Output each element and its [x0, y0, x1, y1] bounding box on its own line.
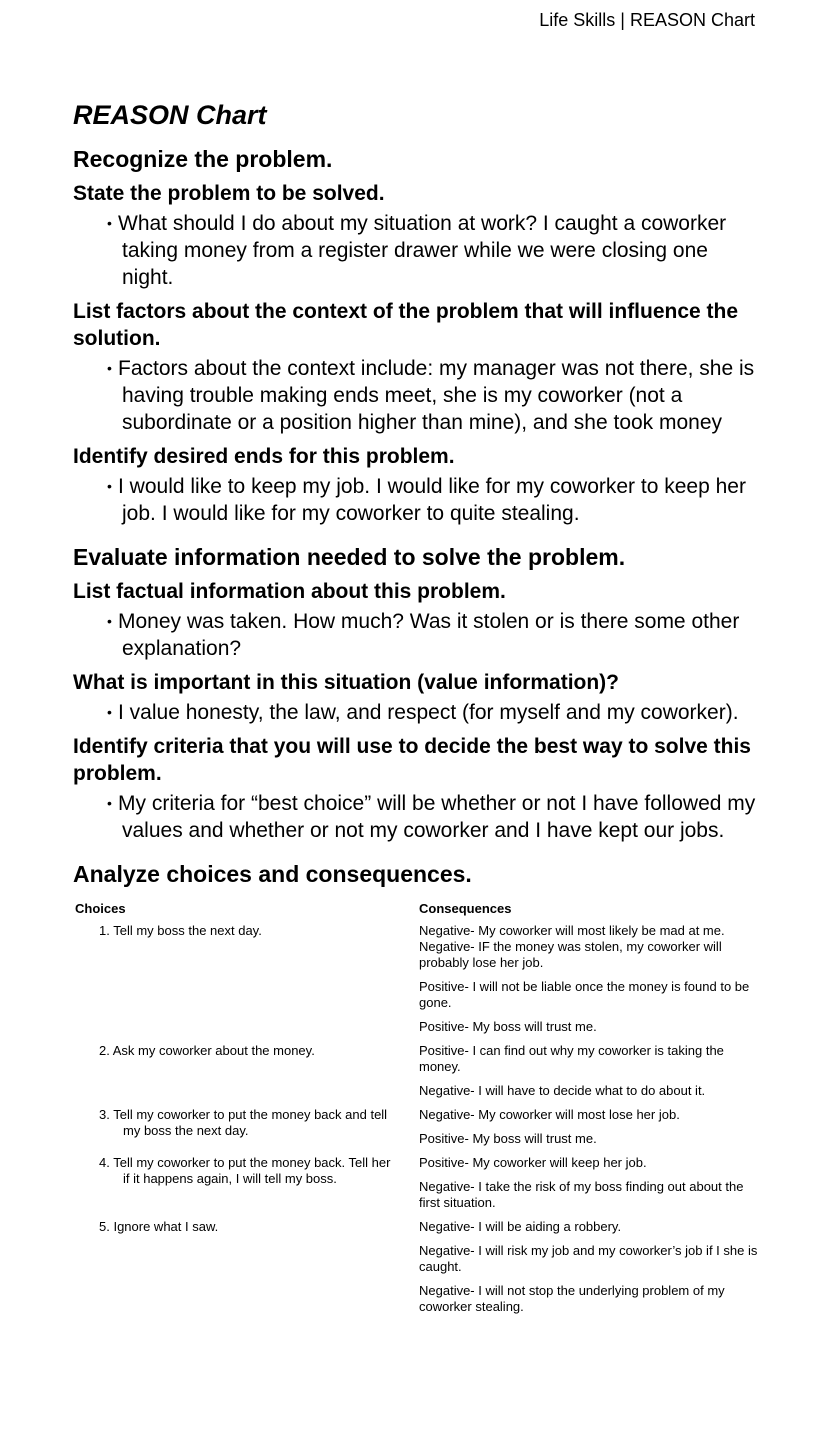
consequence-item: Positive- My boss will trust me. — [419, 1131, 597, 1146]
bullet-text: Factors about the context include: my manager was not there, she is having trouble making ends meet, she is my coworker (not a subordinate or a position higher than mine), and she took money — [118, 357, 755, 434]
consequence-item: Negative- My coworker will most likely be mad at me. Negative- IF the money was stolen, my coworker will probably lose her job. — [419, 923, 725, 970]
subheading-value-info: What is important in this situation (value information)? — [73, 671, 619, 694]
consequence-item: Negative- I take the risk of my boss finding out about the first situation. — [419, 1179, 744, 1210]
consequences-cell — [417, 1105, 763, 1153]
list-item — [73, 355, 763, 436]
list-item — [73, 790, 763, 844]
section-heading-evaluate: Evaluate information needed to solve the problem. — [73, 544, 626, 570]
consequence-item: Positive- My boss will trust me. — [419, 1019, 597, 1034]
bullet-text: Money was taken. How much? Was it stolen or is there some other explanation? — [118, 610, 740, 660]
consequences-cell — [417, 1153, 763, 1217]
subheading-state-problem: State the problem to be solved. — [73, 182, 385, 205]
choice-cell — [73, 1041, 417, 1105]
bullet-text: What should I do about my situation at work? I caught a coworker taking money from a register drawer while we were closing one night. — [118, 212, 727, 289]
subheading-desired-ends: Identify desired ends for this problem. — [73, 445, 455, 468]
document-title: REASON Chart — [73, 100, 267, 130]
choice-text: 1. Tell my boss the next day. — [99, 923, 262, 938]
choice-text: 3. Tell my coworker to put the money back and tell — [99, 1107, 388, 1122]
subheading-criteria: Identify criteria that you will use to decide the best way to solve this problem. — [73, 735, 751, 785]
consequence-item: Negative- I will be aiding a robbery. — [419, 1219, 622, 1234]
consequence-item: Negative- I will risk my job and my coworker’s job if I she is caught. — [419, 1243, 758, 1274]
bullet-icon: • — [107, 704, 112, 720]
bullet-list — [73, 473, 763, 527]
choice-cell — [73, 1217, 417, 1321]
column-header-choices: Choices — [75, 901, 126, 916]
subheading-context-factors: List factors about the context of the problem that will influence the solution. — [73, 300, 739, 350]
consequences-cell — [417, 921, 763, 1041]
choices-table-wrapper — [73, 897, 763, 1321]
table-header-row — [73, 897, 763, 921]
consequence-item: Negative- My coworker will most lose her job. — [419, 1107, 680, 1122]
choice-cell — [73, 1105, 417, 1153]
choice-text: 5. Ignore what I saw. — [99, 1219, 219, 1234]
list-item — [73, 608, 763, 662]
table-row — [73, 1105, 763, 1153]
bullet-icon: • — [107, 613, 112, 629]
consequence-item: Positive- My coworker will keep her job. — [419, 1155, 647, 1170]
table-row — [73, 1217, 763, 1321]
bullet-list — [73, 210, 763, 291]
consequence-item: Negative- I will have to decide what to do about it. — [419, 1083, 706, 1098]
choice-text: 4. Tell my coworker to put the money back. Tell her — [99, 1155, 391, 1170]
column-header-consequences: Consequences — [419, 901, 512, 916]
bullet-text: My criteria for “best choice” will be whether or not I have followed my values and whether or not my coworker and I have kept our jobs. — [118, 792, 756, 842]
choice-text-continued: if it happens again, I will tell my boss. — [123, 1171, 337, 1186]
choice-text: 2. Ask my coworker about the money. — [99, 1043, 315, 1058]
choice-cell — [73, 921, 417, 1041]
choices-consequences-table — [73, 897, 763, 1321]
consequences-cell — [417, 1041, 763, 1105]
section-heading-recognize: Recognize the problem. — [73, 146, 333, 172]
subheading-factual-info: List factual information about this problem. — [73, 580, 506, 603]
bullet-text: I would like to keep my job. I would like for my coworker to keep her job. I would like for my coworker to quite stealing. — [118, 475, 746, 525]
section-heading-analyze: Analyze choices and consequences. — [73, 861, 472, 887]
bullet-icon: • — [107, 795, 112, 811]
table-body — [73, 921, 763, 1321]
consequence-item: Negative- I will not stop the underlying problem of my coworker stealing. — [419, 1283, 725, 1314]
document-body — [73, 98, 763, 1321]
choice-text-continued: my boss the next day. — [123, 1123, 249, 1138]
consequence-item: Positive- I can find out why my coworker is taking the money. — [419, 1043, 724, 1074]
bullet-icon: • — [107, 478, 112, 494]
list-item — [73, 699, 763, 726]
consequence-item: Positive- I will not be liable once the money is found to be gone. — [419, 979, 750, 1010]
bullet-icon: • — [107, 360, 112, 376]
consequences-cell — [417, 1217, 763, 1321]
table-row — [73, 921, 763, 1041]
running-header: Life Skills | REASON Chart — [539, 10, 755, 30]
bullet-list — [73, 355, 763, 436]
bullet-icon: • — [107, 215, 112, 231]
table-row — [73, 1041, 763, 1105]
bullet-list — [73, 608, 763, 662]
list-item — [73, 210, 763, 291]
bullet-list — [73, 699, 763, 726]
choice-cell — [73, 1153, 417, 1217]
list-item — [73, 473, 763, 527]
table-row — [73, 1153, 763, 1217]
bullet-text: I value honesty, the law, and respect (for myself and my coworker). — [118, 701, 739, 724]
bullet-list — [73, 790, 763, 844]
